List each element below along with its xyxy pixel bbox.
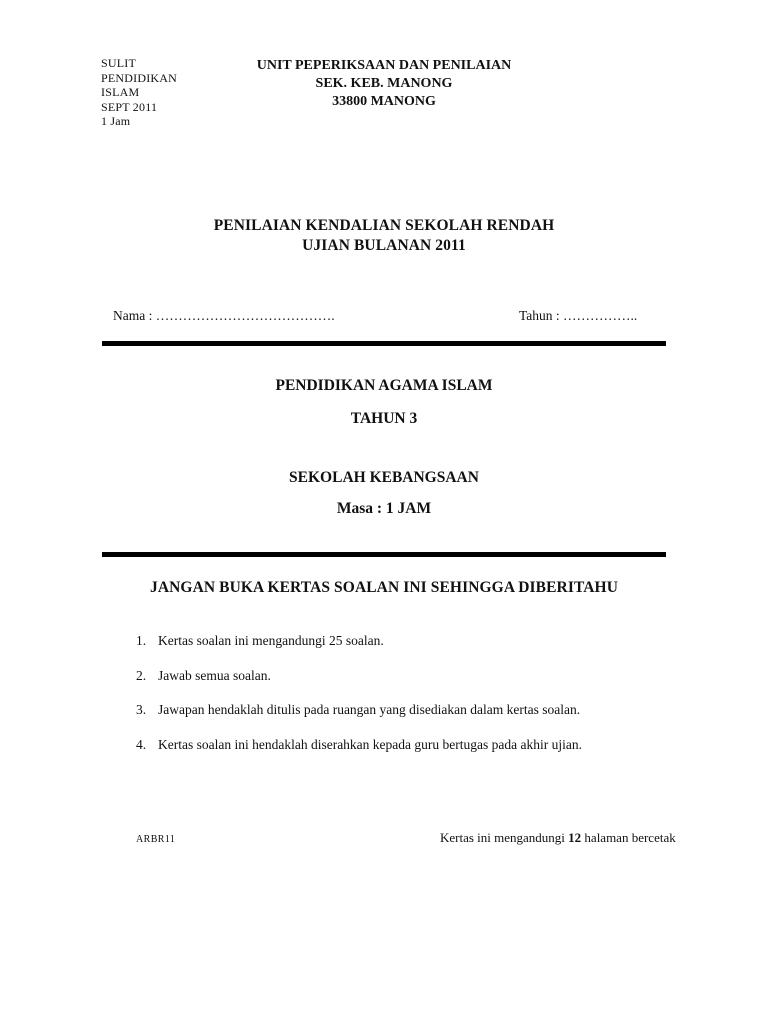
date-label: SEPT 2011 [101,99,158,114]
instruction-number: 2. [136,667,147,683]
divider-bottom [102,552,666,557]
school-type-title: SEKOLAH KEBANGSAAN [289,469,479,486]
classification-label: SULIT [101,56,136,70]
issuer-header [200,57,568,111]
assessment-title-line1: PENILAIAN KENDALIAN SEKOLAH RENDAH [213,217,555,234]
instruction-number: 4. [136,737,147,753]
instruction-item [136,737,696,772]
subject-label-line2: ISLAM [101,85,140,100]
page-count-prefix: Kertas ini mengandungi [440,830,569,845]
level-title: TAHUN 3 [350,410,418,427]
instruction-text: Kertas soalan ini hendaklah diserahkan kepada guru bertugas pada akhir ujian. [158,737,582,753]
instruction-number: 3. [136,702,147,718]
paper-code: ARBR11 [136,834,176,845]
divider-top [102,341,666,346]
page-count-number: 12 [568,830,582,845]
assessment-title-line2: UJIAN BULANAN 2011 [302,237,466,254]
warning-notice: JANGAN BUKA KERTAS SOALAN INI SEHINGGA DIBERITAHU [149,579,618,596]
instruction-item [136,702,696,737]
subject-title: PENDIDIKAN AGAMA ISLAM [275,377,493,394]
instruction-item [136,633,696,668]
time-allowed: Masa : 1 JAM [336,500,432,517]
instruction-text: Jawab semua soalan. [158,667,271,683]
unit-name: UNIT PEPERIKSAAN DAN PENILAIAN [256,58,512,73]
instruction-number: 1. [136,633,147,648]
meta-block [101,56,177,129]
instruction-text: Jawapan hendaklah ditulis pada ruangan yang disediakan dalam kertas soalan. [158,702,581,718]
name-field[interactable]: Nama : …………………………………. [113,308,335,323]
instructions-list [136,633,696,772]
instruction-text: Kertas soalan ini mengandungi 25 soalan. [158,633,384,648]
subject-label-line1: PENDIDIKAN [101,70,177,85]
school-name: SEK. KEB. MANONG [315,76,453,91]
instruction-item [136,668,696,703]
school-address: 33800 MANONG [332,94,436,109]
page-count-note [440,830,676,846]
assessment-title [100,216,668,256]
page-count-suffix: halaman bercetak [581,830,676,845]
year-field[interactable]: Tahun : …………….. [519,308,638,323]
duration-label: 1 Jam [101,114,131,129]
